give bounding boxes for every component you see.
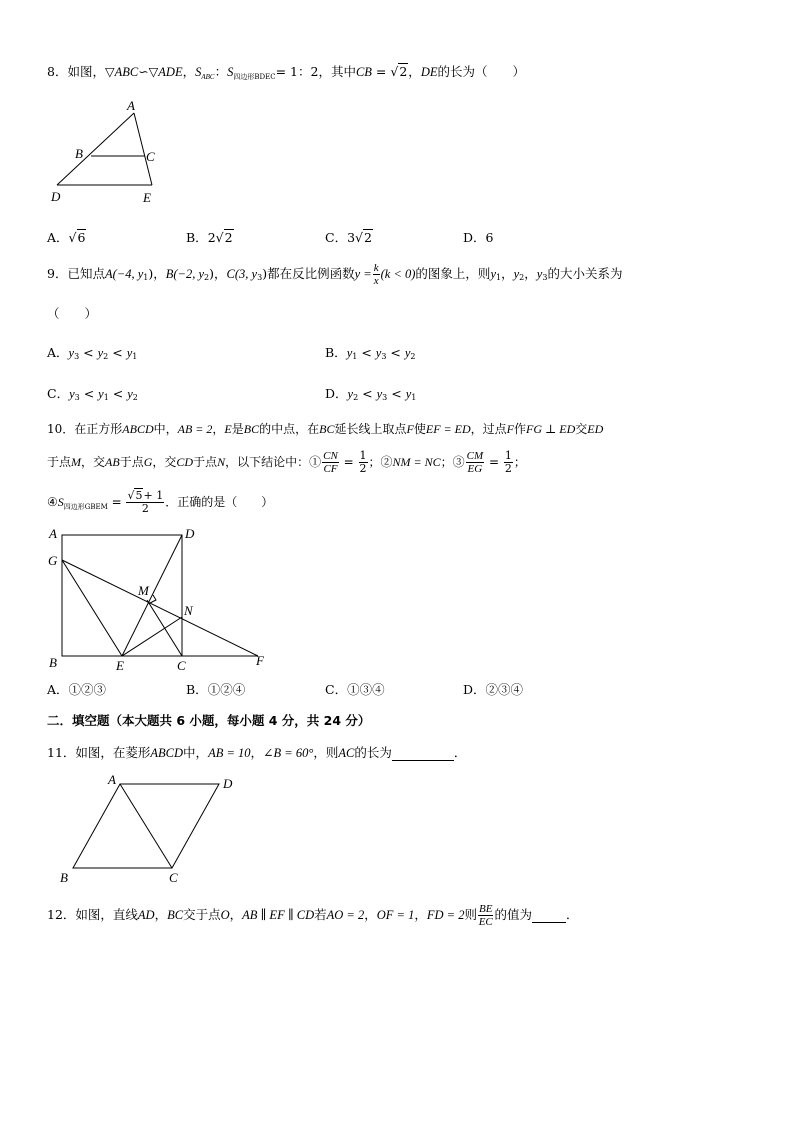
q9-stem: 9．已知点A(−4, $y_1$)，B(−2, $y_2$)，C(3, $y_3$)都在反比例函数y = $\frac{k}{x}$ (k < 0)的图象上，则$y_1$，$y_2$，$y_3$的大小关系为 <box>47 262 623 287</box>
label-A: A <box>49 526 57 541</box>
q10-stem-line3: $④S_{四边形GBEM}$ = $\frac{√5+ 1}{2}$ ．正确的是（ ） <box>47 489 274 515</box>
label-B: B <box>60 870 68 885</box>
line-ED <box>122 535 182 656</box>
fraction-k-over-x: $\frac{k}{x}$ <box>373 262 379 287</box>
label-N: N <box>184 603 193 618</box>
q10-stem-line2: 于点M，交AB于点G，交CD于点N，以下结论中：① $\frac{CN}{CF}$ = $\frac{1}{2}$ ；②NM = NC；③ $\frac{CM}{EG}$ = $\frac{1}{2}$ ； <box>47 449 526 475</box>
fraction-be-ec: $\frac{BE}{EC}$ <box>478 903 493 928</box>
q10-option-b[interactable]: B．①②④ <box>186 682 246 697</box>
q10-square-figure <box>45 523 275 671</box>
q9-option-c[interactable]: C．$y_3 < y_1 < y_2$ <box>47 386 138 402</box>
sqrt-2: √2 <box>390 64 408 79</box>
label-D: D <box>51 189 61 204</box>
label-E: E <box>143 190 151 205</box>
q12-answer-blank[interactable] <box>532 907 566 923</box>
label-E: E <box>116 658 124 671</box>
right-angle-mark <box>150 595 156 603</box>
label-F: F <box>256 653 264 668</box>
q11-rhombus-figure <box>55 772 245 888</box>
label-G: G <box>48 553 58 568</box>
q10-stem-line1: 10．在正方形ABCD中，AB = 2，E是BC的中点，在BC延长线上取点F使EF = ED，过点F作FG ⊥ ED交ED <box>47 422 604 436</box>
label-B: B <box>75 146 83 161</box>
square-ABCD <box>62 535 182 656</box>
q10-option-c[interactable]: C．①③④ <box>325 682 385 697</box>
q10-option-a[interactable]: A．①②③ <box>47 682 107 697</box>
q9-option-d[interactable]: D．$y_2 < y_3 < y_1$ <box>325 386 417 402</box>
q11-stem: 11．如图，在菱形ABCD中，AB = 10，∠B = 60°，则AC的长为 ． <box>47 745 467 760</box>
label-A: A <box>108 772 116 787</box>
label-A: A <box>127 98 135 113</box>
q8-option-b[interactable]: B．2√2 <box>186 230 233 245</box>
q10-option-d[interactable]: D．②③④ <box>463 682 524 697</box>
q9-answer-paren: （ ） <box>47 306 98 321</box>
label-C: C <box>177 658 186 671</box>
q8-stem: 8．如图，▽ABC∽▽ADE，$S_{ABC}$：$S_{四边形BDEC}= 1$：2，其中CB = √2，DE的长为（ ） <box>47 64 525 81</box>
q8-option-d[interactable]: D．6 <box>463 230 494 245</box>
label-C: C <box>146 149 155 164</box>
q11-answer-blank[interactable] <box>392 745 454 761</box>
side-AD <box>57 113 134 185</box>
fraction-cm-eg: $\frac{CM}{EG}$ <box>466 450 484 475</box>
line-MC <box>147 600 182 656</box>
section-heading-fill-blank: 二．填空题（本大题共 6 小题，每小题 4 分，共 24 分） <box>47 713 371 728</box>
q8-option-a[interactable]: A．√6 <box>47 230 86 245</box>
q8-option-c[interactable]: C．3√2 <box>325 230 372 245</box>
q12-stem: 12．如图，直线AD，BC交于点O，AB ∥ EF ∥ CD若AO = 2，OF = 1，FD = 2则 $\frac{BE}{EC}$ 的值为 ． <box>47 903 579 928</box>
label-B: B <box>49 655 57 670</box>
diagonal-AC <box>120 784 172 868</box>
label-D: D <box>185 526 195 541</box>
fraction-cn-cf: $\frac{CN}{CF}$ <box>323 450 338 475</box>
label-C: C <box>169 870 178 885</box>
q9-option-a[interactable]: A．$y_3 < y_2 < y_1$ <box>47 345 138 361</box>
line-EN <box>122 617 182 656</box>
label-D: D <box>223 776 233 791</box>
label-M: M <box>138 583 149 598</box>
q9-option-b[interactable]: B．$y_1 < y_3 < y_2$ <box>325 345 416 361</box>
q8-triangle-figure <box>45 96 175 208</box>
line-GF <box>62 560 258 656</box>
fraction-sqrt5-plus1-over-2: $\frac{√5+ 1}{2}$ <box>127 489 164 515</box>
